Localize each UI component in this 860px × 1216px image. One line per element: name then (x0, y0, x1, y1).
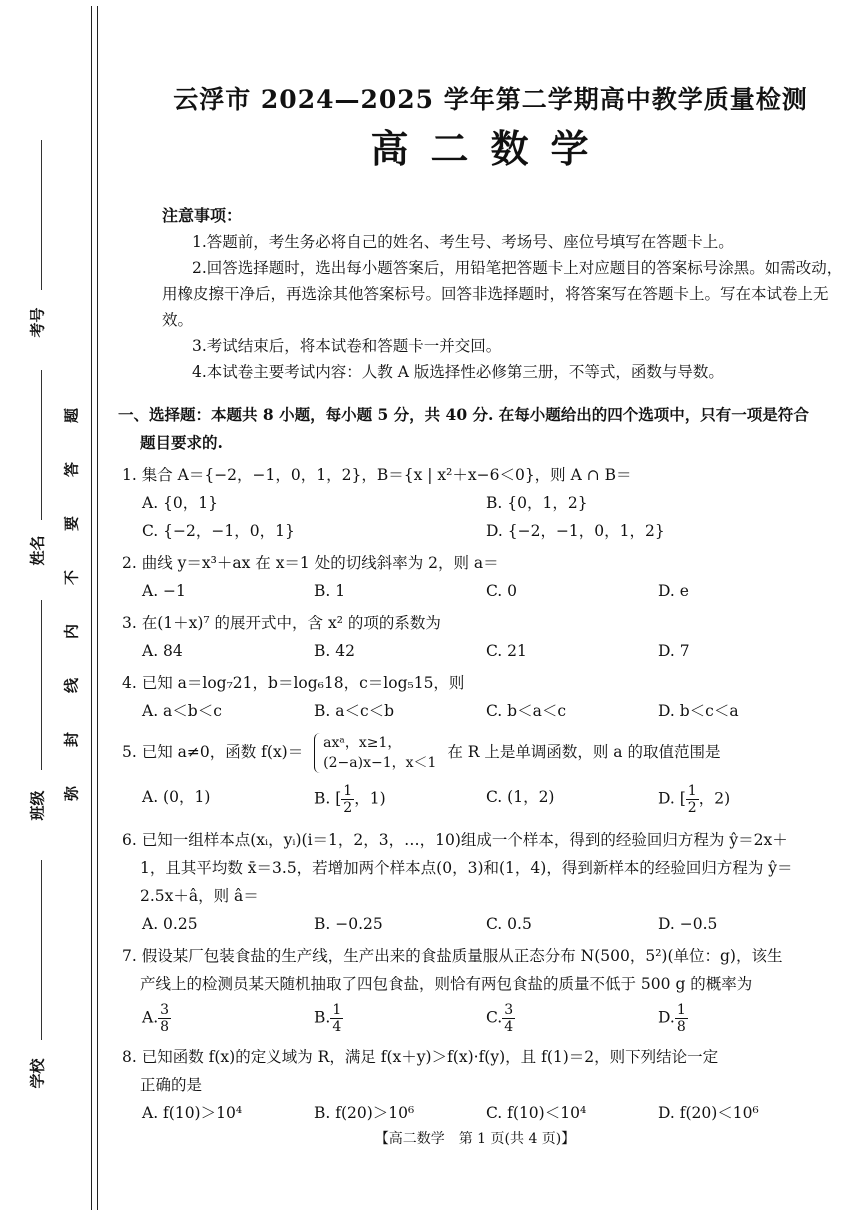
piecewise-function (314, 733, 436, 773)
option-b: B. f(20)＞10⁶ (314, 1104, 415, 1122)
option-d-suffix: ，2) (698, 789, 731, 808)
option-b (314, 1002, 486, 1035)
option-d: D. f(20)＜10⁶ (658, 1104, 759, 1122)
option-a: A. 0.25 (142, 915, 198, 933)
fraction (502, 1002, 515, 1035)
question-stem: 1. 集合 A＝{−2，−1，0，1，2}，B＝{x | x²＋x−6＜0}，则 A ∩ B＝ (122, 466, 632, 484)
seal-char: 弥 (62, 786, 81, 802)
notice-block (118, 203, 843, 385)
numerator: 3 (504, 1002, 514, 1018)
seal-warning (62, 405, 80, 804)
question-3 (118, 609, 843, 665)
option-c-prefix: C. (486, 1008, 503, 1027)
question-6 (118, 826, 843, 938)
question-stem: 2. 曲线 y＝x³＋ax 在 x＝1 处的切线斜率为 2，则 a＝ (122, 554, 499, 572)
numerator: 1 (332, 1002, 342, 1018)
notice-item: 2.回答选择题时，选出每小题答案后，用铅笔把答题卡上对应题目的答案标号涂黑。如需改动，用橡皮擦干净后，再选涂其他答案标号。回答非选择题时，将答案写在答题卡上。写在本试卷上无效。 (162, 259, 843, 329)
stem-post: 在 R 上是单调函数，则 a 的取值范围是 (447, 743, 721, 761)
option-c: C. 0.5 (486, 915, 532, 933)
option-d: D. {−2，−1，0，1，2} (486, 522, 665, 540)
option-d: D. 7 (658, 642, 690, 660)
notice-item: 3.考试结束后，将本试卷和答题卡一并交回。 (192, 337, 502, 355)
option-b: B. −0.25 (314, 915, 383, 933)
denominator: 2 (687, 800, 697, 816)
option-b-prefix: B. [ (314, 789, 342, 808)
exam-no-line (41, 140, 42, 290)
option-c: C. {−2，−1，0，1} (142, 522, 295, 540)
denominator: 8 (676, 1019, 686, 1035)
seal-char: 答 (62, 462, 81, 478)
fraction (330, 1002, 343, 1035)
question-stem-line: 1，且其平均数 x̄＝3.5，若增加两个样本点(0，3)和(1，4)，得到新样本的经验回归方程为 ŷ＝ (140, 859, 793, 877)
numerator: 1 (343, 783, 353, 799)
option-d: D. b＜c＜a (658, 702, 739, 720)
notice-title: 注意事项： (162, 206, 243, 225)
question-7 (118, 942, 843, 1035)
page-footer: 【高二数学 第 1 页(共 4 页)】 (374, 1131, 576, 1147)
option-b-prefix: B. (314, 1008, 331, 1027)
class-label: 班级 (28, 790, 47, 821)
question-stem-line: 正确的是 (140, 1076, 203, 1094)
option-a-prefix: A. (142, 1008, 159, 1027)
school-label: 学校 (28, 1058, 47, 1089)
question-5 (118, 733, 843, 816)
denominator: 4 (332, 1019, 342, 1035)
option-a: A. −1 (142, 582, 186, 600)
numerator: 3 (160, 1002, 170, 1018)
option-c (486, 1002, 658, 1035)
notice-item: 4.本试卷主要考试内容：人教 A 版选择性必修第三册，不等式，函数与导数。 (192, 363, 724, 381)
seal-char: 不 (62, 570, 81, 586)
option-d-prefix: D. (658, 1008, 675, 1027)
option-b: B. 42 (314, 642, 355, 660)
option-c: C. (1，2) (486, 788, 555, 806)
option-b: B. 1 (314, 582, 346, 600)
exam-page (118, 80, 843, 1127)
name-line (41, 370, 42, 520)
exam-title: 云浮市 2024—2025 学年第二学期高中教学质量检测 (173, 85, 808, 114)
exam-no-label: 考号 (28, 307, 47, 338)
seal-char: 内 (62, 624, 81, 640)
option-c: C. b＜a＜c (486, 702, 567, 720)
question-2 (118, 549, 843, 605)
section-head-cont: 题目要求的. (140, 433, 223, 452)
fraction (158, 1002, 171, 1035)
notice-item: 1.答题前，考生务必将自己的姓名、考生号、考场号、座位号填写在答题卡上。 (192, 233, 734, 251)
option-d: D. −0.5 (658, 915, 718, 933)
option-a: A. {0，1} (142, 494, 218, 512)
subject-title: 高二数学 (370, 126, 611, 171)
seal-char: 题 (62, 408, 81, 424)
option-a: A. 84 (142, 642, 183, 660)
option-b (314, 783, 486, 816)
question-stem-line: 7. 假设某厂包装食盐的生产线，生产出来的食盐质量服从正态分布 N(500，5²)(单位：g)，该生 (122, 947, 783, 965)
denominator: 2 (343, 800, 353, 816)
option-d (658, 1002, 830, 1035)
section-head: 一、选择题：本题共 8 小题，每小题 5 分，共 40 分. 在每小题给出的四个选项中，只有一项是符合 (118, 405, 809, 424)
option-d: D. e (658, 582, 689, 600)
seal-char: 线 (62, 678, 81, 694)
numerator: 1 (687, 783, 697, 799)
question-stem-line: 产线上的检测员某天随机抽取了四包食盐，则恰有两包食盐的质量不低于 500 g 的概率为 (140, 975, 753, 993)
seal-char: 要 (62, 516, 81, 532)
question-8 (118, 1043, 843, 1127)
name-label: 姓名 (28, 535, 47, 566)
seal-char: 封 (62, 732, 81, 748)
option-a: A. f(10)＞10⁴ (142, 1104, 243, 1122)
option-c: C. 21 (486, 642, 527, 660)
option-a (142, 1002, 314, 1035)
option-c: C. 0 (486, 582, 518, 600)
option-a: A. a＜b＜c (142, 702, 222, 720)
option-d-prefix: D. [ (658, 789, 686, 808)
stem-pre: 5. 已知 a≠0，函数 f(x)＝ (122, 743, 304, 761)
binding-line-outer (91, 6, 92, 1210)
question-stem-line: 2.5x＋â，则 â＝ (140, 887, 259, 905)
question-stem-line: 6. 已知一组样本点(xᵢ，yᵢ)(i＝1，2，3，…，10)组成一个样本，得到的经验回归方程为 ŷ＝2x＋ (122, 831, 788, 849)
question-stem-line: 8. 已知函数 f(x)的定义域为 R，满足 f(x＋y)＞f(x)·f(y)，且 f(1)＝2，则下列结论一定 (122, 1048, 719, 1066)
question-stem: 4. 已知 a＝log₇21，b＝log₆18，c＝log₅15，则 (122, 674, 465, 692)
question-stem (118, 733, 843, 773)
option-d (658, 783, 830, 816)
fraction (341, 783, 354, 816)
question-4 (118, 669, 843, 725)
option-b: B. {0，1，2} (486, 494, 588, 512)
fraction (686, 783, 699, 816)
option-c: C. f(10)＜10⁴ (486, 1104, 587, 1122)
piece-case-2: (2−a)x−1，x＜1 (323, 755, 437, 771)
section-heading (118, 401, 843, 457)
fraction (675, 1002, 688, 1035)
option-a: A. (0，1) (142, 788, 211, 806)
class-line (41, 600, 42, 770)
piece-case-1: axᵃ，x≥1， (323, 735, 402, 751)
question-stem: 3. 在(1＋x)⁷ 的展开式中，含 x² 的项的系数为 (122, 614, 441, 632)
denominator: 8 (160, 1019, 170, 1035)
binding-line-inner (97, 6, 98, 1210)
numerator: 1 (676, 1002, 686, 1018)
denominator: 4 (504, 1019, 514, 1035)
question-1 (118, 461, 843, 545)
option-b-suffix: ，1) (354, 789, 386, 808)
school-line (41, 860, 42, 1040)
option-b: B. a＜c＜b (314, 702, 395, 720)
